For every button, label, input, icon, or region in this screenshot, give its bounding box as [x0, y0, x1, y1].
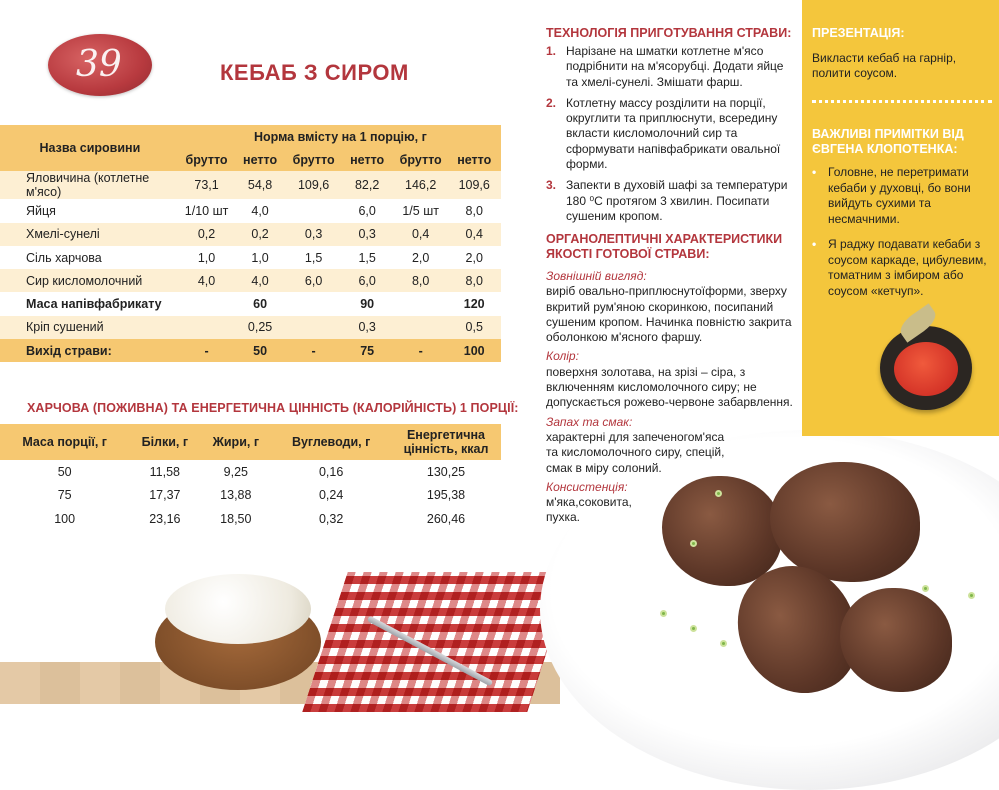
cell: 8,0 [447, 199, 501, 222]
step-number: 1. [546, 44, 557, 58]
smell-block [546, 415, 796, 476]
cell: 2,0 [394, 246, 448, 269]
step-text: Нарізане на шматки котлетне м'ясо подрібнити на м'ясорубці. Додати яйце та хмелі-сунелі. Змішати фарш. [566, 44, 784, 89]
ingredient-name: Яйця [0, 199, 180, 222]
cell: 0,25 [233, 316, 287, 339]
cell: 1,5 [340, 246, 394, 269]
cell: - [180, 339, 234, 362]
subheader: нетто [233, 148, 287, 171]
header-ingredient-name: Назва сировини [0, 125, 180, 171]
nutrition-title: ХАРЧОВА (ПОЖИВНА) ТА ЕНЕРГЕТИЧНА ЦІННІСТЬ (КАЛОРІЙНІСТЬ) 1 ПОРЦІЇ: [27, 401, 519, 415]
appearance-text: виріб овально-приплюснутоїформи, зверху вкритий рум'яною скоринкою, посипаний сушеним кропом. Начинка повністю закрита оболонкою м'ясного фаршу. [546, 284, 792, 345]
cell: 0,4 [447, 223, 501, 246]
ingredient-name: Маса напівфабрикату [0, 292, 180, 315]
table-row [0, 269, 501, 292]
ingredient-name: Хмелі-сунелі [0, 223, 180, 246]
cell: 1/5 шт [394, 199, 448, 222]
ingredient-name: Сир кисломолочний [0, 269, 180, 292]
sauce-bowl-image [880, 326, 972, 410]
appearance-label: Зовнішній вигляд: [546, 269, 647, 283]
cottage-cheese-image [165, 574, 311, 644]
cell: 2,0 [447, 246, 501, 269]
cell: 6,0 [340, 269, 394, 292]
cell: 4,0 [233, 199, 287, 222]
list-item: • Головне, не перетримати кебаби у духовці, бо вони вийдуть сухими та несмачними. [812, 165, 992, 227]
smell-text: характерні для запеченогом'яса та кисломолочного сиру, спецій, смак в міру солоний. [546, 429, 725, 475]
cell: 11,58 [149, 464, 181, 479]
cell: 0,3 [340, 316, 394, 339]
ingredient-name: Кріп сушений [0, 316, 180, 339]
cell: 75 [340, 339, 394, 362]
notes-title: ВАЖЛИВІ ПРИМІТКИ ВІД ЄВГЕНА КЛОПОТЕНКА: [812, 127, 964, 156]
cell [180, 316, 234, 339]
cell: 23,16 [149, 511, 181, 526]
cell: 50 [57, 464, 72, 479]
cell: 8,0 [394, 269, 448, 292]
cell: 100 [447, 339, 501, 362]
cell [394, 316, 448, 339]
cell: 1,5 [287, 246, 341, 269]
step-number: 3. [546, 178, 557, 193]
cell [287, 199, 341, 222]
nutrition-header: Маса порції, г [0, 424, 129, 460]
technology-title: ТЕХНОЛОГІЯ ПРИГОТУВАННЯ СТРАВИ: [546, 26, 792, 40]
subheader: брутто [180, 148, 234, 171]
color-label: Колір: [546, 349, 579, 364]
cell [394, 292, 448, 315]
cell: 8,0 [447, 269, 501, 292]
subheader: брутто [287, 148, 341, 171]
cell: 0,3 [287, 223, 341, 246]
cell: 0,24 [318, 488, 344, 503]
table-row [0, 484, 501, 508]
cell: 54,8 [233, 171, 287, 199]
cell [287, 292, 341, 315]
presentation-text: Викласти кебаб на гарнір, полити соусом. [812, 51, 957, 81]
cell: 0,5 [447, 316, 501, 339]
cell [180, 292, 234, 315]
cell: 6,0 [287, 269, 341, 292]
herb-garnish [690, 625, 697, 632]
cell: 120 [447, 292, 501, 315]
cell: 195,38 [426, 488, 466, 503]
technology-steps [546, 44, 796, 230]
color-block [546, 349, 796, 410]
texture-label: Консистенція: [546, 479, 628, 494]
list-item: • Я раджу подавати кебаби з соусом каркаде, цибулевим, томатним з імбиром або соусом «кетчуп». [812, 237, 992, 299]
cell: 0,16 [318, 464, 344, 479]
herb-garnish [968, 592, 975, 599]
cell: 50 [233, 339, 287, 362]
cell: - [394, 339, 448, 362]
herb-garnish [660, 610, 667, 617]
cell: 73,1 [180, 171, 234, 199]
table-row [0, 223, 501, 246]
appearance-block [546, 269, 796, 345]
cell: 1,0 [180, 246, 234, 269]
dotted-divider [812, 100, 992, 103]
cell: 109,6 [287, 171, 341, 199]
step-text: Котлетну массу розділити на порції, округлити та приплюснути, всередину вкласти кисломолочний сир та сформувати напівфабрикати овальної форми. [566, 95, 781, 172]
cell: 0,2 [180, 223, 234, 246]
subheader: нетто [447, 148, 501, 171]
cell: 0,3 [340, 223, 394, 246]
checkered-napkin-image [302, 572, 572, 712]
nutrition-header: Енергетична цінність, ккал [391, 424, 501, 460]
subheader: брутто [394, 148, 448, 171]
ingredient-name: Вихід страви: [0, 339, 180, 362]
cell: 0,32 [318, 511, 344, 526]
herb-garnish [720, 640, 727, 647]
cell: 60 [233, 292, 287, 315]
step-text: Запекти в духовій шафі за температури 180 ⁰С протягом 3 хвилин. Посипати сушеним кропом. [566, 178, 788, 223]
cell: 18,50 [220, 511, 252, 526]
ingredients-table [0, 125, 501, 362]
cell: 260,46 [426, 511, 466, 526]
cell: 0,4 [394, 223, 448, 246]
table-row-yield [0, 339, 501, 362]
cell: 90 [340, 292, 394, 315]
cell: 13,88 [220, 488, 252, 503]
notes-list [812, 165, 992, 309]
cell: 109,6 [447, 171, 501, 199]
nutrition-table [0, 424, 501, 531]
table-row [0, 460, 501, 484]
nutrition-header: Білки, г [129, 424, 200, 460]
cell: 130,25 [426, 464, 466, 479]
subheader: нетто [340, 148, 394, 171]
table-row [0, 199, 501, 222]
organoleptic-title: ОРГАНОЛЕПТИЧНІ ХАРАКТЕРИСТИКИ ЯКОСТІ ГОТОВОЇ СТРАВИ: [546, 232, 783, 261]
step-item [546, 96, 796, 172]
cell: 4,0 [180, 269, 234, 292]
header-norm: Норма вмісту на 1 порцію, г [180, 125, 501, 148]
cell: - [287, 339, 341, 362]
cell: 75 [57, 488, 72, 503]
cell: 82,2 [340, 171, 394, 199]
cell: 17,37 [149, 488, 181, 503]
cell: 4,0 [233, 269, 287, 292]
nutrition-header: Вуглеводи, г [271, 424, 391, 460]
table-row [0, 292, 501, 315]
nutrition-header: Жири, г [200, 424, 271, 460]
step-item [546, 178, 796, 224]
ingredient-name: Яловичина (котлетне м'ясо) [0, 171, 180, 199]
table-row [0, 507, 501, 531]
cell: 1,0 [233, 246, 287, 269]
table-row [0, 316, 501, 339]
presentation-title: ПРЕЗЕНТАЦІЯ: [812, 26, 905, 40]
cell: 100 [54, 511, 76, 526]
herb-garnish [690, 540, 697, 547]
cell: 146,2 [394, 171, 448, 199]
cell: 0,2 [233, 223, 287, 246]
smell-label: Запах та смак: [546, 414, 633, 429]
step-item [546, 44, 796, 90]
cell: 1/10 шт [180, 199, 234, 222]
step-number: 2. [546, 95, 557, 110]
cell: 9,25 [223, 464, 248, 479]
ingredient-name: Сіль харчова [0, 246, 180, 269]
recipe-title: КЕБАБ З СИРОМ [220, 60, 409, 85]
table-row [0, 171, 501, 199]
recipe-number: 39 [76, 44, 122, 85]
herb-garnish [922, 585, 929, 592]
color-text: поверхня золотава, на зрізі – сіра, з включенням кисломолочного сиру; не допускається рожево-червоне забарвлення. [546, 364, 793, 410]
cell [287, 316, 341, 339]
texture-block [546, 480, 796, 526]
cell: 6,0 [340, 199, 394, 222]
table-row [0, 246, 501, 269]
texture-text: м'яка,соковита, пухка. [546, 495, 632, 525]
organoleptic-block [546, 269, 796, 530]
recipe-number-badge [48, 34, 152, 96]
